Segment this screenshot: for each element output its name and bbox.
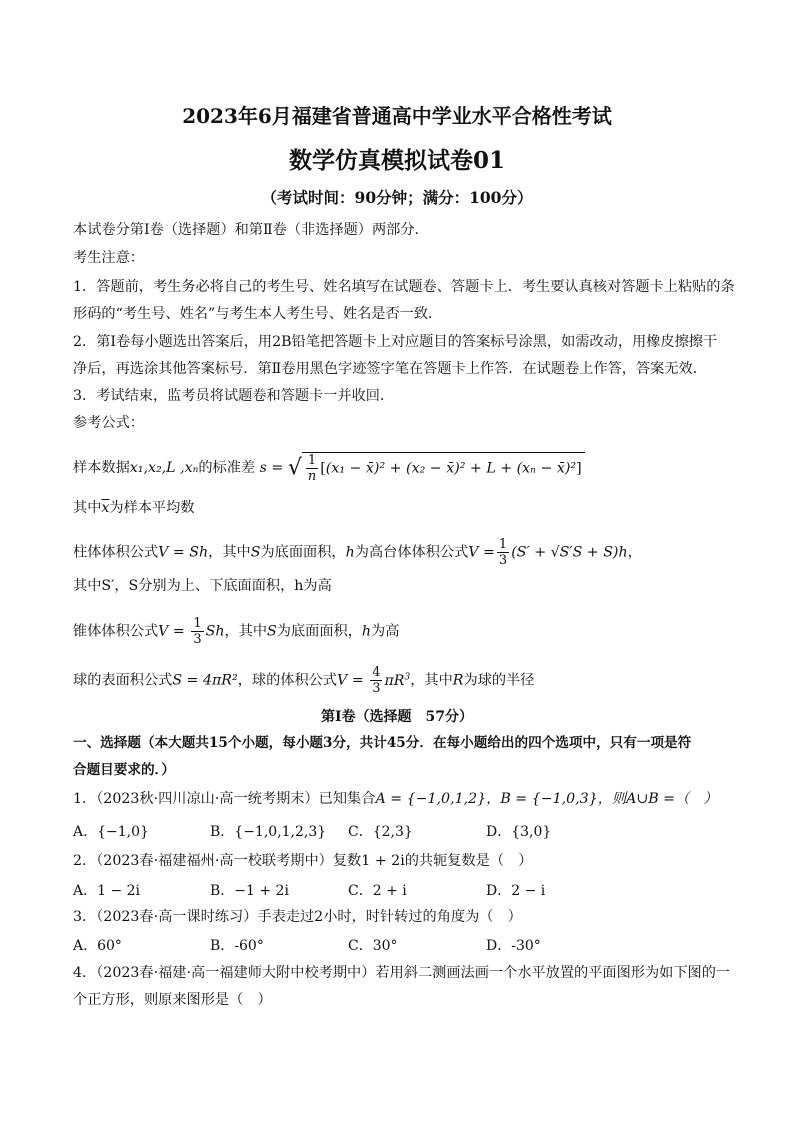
sphere-area-label: 球的表面积公式 — [73, 672, 173, 689]
q3-option-d: D．-30° — [486, 938, 541, 954]
frustum-expr: (S′ + √S′S + S)h — [511, 544, 628, 561]
prism-where: ，其中 — [208, 544, 251, 561]
question-1-stem: 1．（2023秋·四川凉山·高一统考期末）已知集合 — [73, 791, 376, 807]
notice-item-3: 3．考试结束，监考员将试题卷和答题卡一并收回． — [73, 388, 395, 404]
sphere-volume-label: ，球的体积公式 — [237, 672, 338, 689]
exam-info: （考试时间：90分钟；满分：100分） — [261, 188, 533, 207]
prism-label: 柱体体积公式 — [73, 544, 159, 561]
notice-item-2a: 2．第Ⅰ卷每小题选出答案后，用2B铅笔把答题卡上对应题目的答案标号涂黑，如需改动，用橡皮擦擦干 — [73, 334, 718, 350]
std-expression: (x₁ − x̄)² + (x₂ − x̄)² + L + (xₙ − x̄)² — [325, 460, 577, 477]
exam-title: 2023年6月福建省普通高中学业水平合格性考试 — [182, 104, 612, 128]
sphere-formula: 球的表面积公式S = 4πR²，球的体积公式V = $\frac{4}{3}$ $\pi R^3$，其中R为球的半径 — [73, 665, 535, 696]
frustum-label: 为高台体体积公式 — [354, 544, 469, 561]
mean-note — [73, 498, 195, 518]
question-4b: 个正方形，则原来图形是（ ） — [73, 992, 272, 1008]
notice-item-1b: 形码的“考生号、姓名”与考生本人考生号、姓名是否一致． — [73, 306, 443, 322]
question-1 — [73, 789, 718, 809]
q2-option-c: C．2 + i — [348, 883, 407, 899]
q1-option-a: A．{−1,0} — [73, 824, 149, 840]
q3-option-c: C．30° — [348, 938, 398, 954]
std-sqrt: √ $\frac{1}{n}$ [(x₁ − x̄)² + (x₂ − x̄)² + L + (xₙ − x̄)²] — [288, 452, 585, 484]
frustum-note: 其中S′，S分别为上、下底面面积，h为高 — [73, 578, 332, 594]
section-title: 第Ⅰ卷（选择题 57分） — [320, 709, 474, 725]
sphere-r-desc: 为球的半径 — [463, 672, 535, 689]
question-3: 3．（2023春·高一课时练习）手表走过2小时，时针转过的角度为（ ） — [73, 909, 522, 925]
prism-s-desc: 为底面面积， — [260, 544, 346, 561]
notice-item-1a: 1．答题前，考生务必将自己的考生号、姓名填写在试题卷、答题卡上．考生要认真核对答题卡上粘贴的条 — [73, 279, 735, 295]
cone-where: ，其中 — [224, 623, 268, 640]
std-mid: 的标准差 — [198, 460, 256, 476]
cone-label: 锥体体积公式 — [73, 623, 159, 640]
std-formula: 样本数据x₁,x₂,L ,xₙ的标准差 s = √ $\frac{1}{n}$ [(x₁ − x̄)² + (x₂ − x̄)² + L + (xₙ − x̄)²] — [73, 452, 585, 484]
exam-subtitle: 数学仿真模拟试卷01 — [288, 147, 505, 174]
q2-option-a: A．1 − 2i — [73, 883, 141, 899]
q1-option-c: C．{2,3} — [348, 824, 413, 840]
mean-note-suffix: 为样本平均数 — [109, 500, 195, 516]
sphere-where: ，其中 — [410, 672, 453, 689]
std-vars: x₁,x₂,L ,xₙ — [129, 460, 199, 476]
q3-option-a: A．60° — [73, 938, 122, 954]
question-2: 2．（2023春·福建福州·高一校联考期中）复数1 + 2i的共轭复数是（ ） — [73, 853, 533, 869]
question-1-math: A = {−1,0,1,2}，B = {−1,0,3}，则A∪B =（ ） — [375, 791, 718, 807]
cone-formula: 锥体体积公式V = $\frac{1}{3}$ Sh，其中S为底面面积，h为高 — [73, 616, 400, 647]
q1-option-b: B．{−1,0,1,2,3} — [210, 824, 327, 840]
part1-heading-b: 合题目要求的．） — [73, 762, 175, 778]
sphere-area-expr: S = 4πR² — [172, 672, 238, 689]
mean-note-var: $\overline{x}$ — [101, 500, 110, 516]
mean-note-prefix: 其中 — [73, 500, 102, 516]
q2-option-d: D．2 − i — [486, 883, 546, 899]
frustum-v: V = — [468, 544, 495, 561]
prism-expr: V = Sh — [158, 544, 209, 561]
formula-label: 参考公式： — [73, 415, 144, 431]
cone-h-desc: 为高 — [371, 623, 400, 640]
q3-option-b: B．-60° — [210, 938, 264, 954]
std-prefix: 样本数据 — [73, 460, 130, 476]
q2-option-b: B．−1 + 2i — [210, 883, 289, 899]
intro-text: 本试卷分第Ⅰ卷（选择题）和第Ⅱ卷（非选择题）两部分． — [73, 222, 429, 238]
q1-option-d: D．{3,0} — [486, 824, 552, 840]
question-4a: 4．（2023春·福建·高一福建师大附中校考期中）若用斜二测画法画一个水平放置的平面图形为如下图的一 — [73, 965, 731, 981]
notice-label: 考生注意： — [73, 250, 144, 266]
notice-item-2b: 净后，再选涂其他答案标号．第Ⅱ卷用黑色字迹签字笔在答题卡上作答．在试题卷上作答，答案无效． — [73, 361, 707, 377]
prism-formula: 柱体体积公式V = Sh，其中S为底面面积，h为高台体体积公式V = $\frac{1}{3}$ (S′ + √S′S + S)h， — [73, 537, 642, 568]
cone-s-desc: 为底面面积， — [276, 623, 362, 640]
part1-heading-a: 一、选择题（本大题共15个小题，每小题3分，共计45分．在每小题给出的四个选项中，只有一项是符 — [73, 735, 692, 751]
